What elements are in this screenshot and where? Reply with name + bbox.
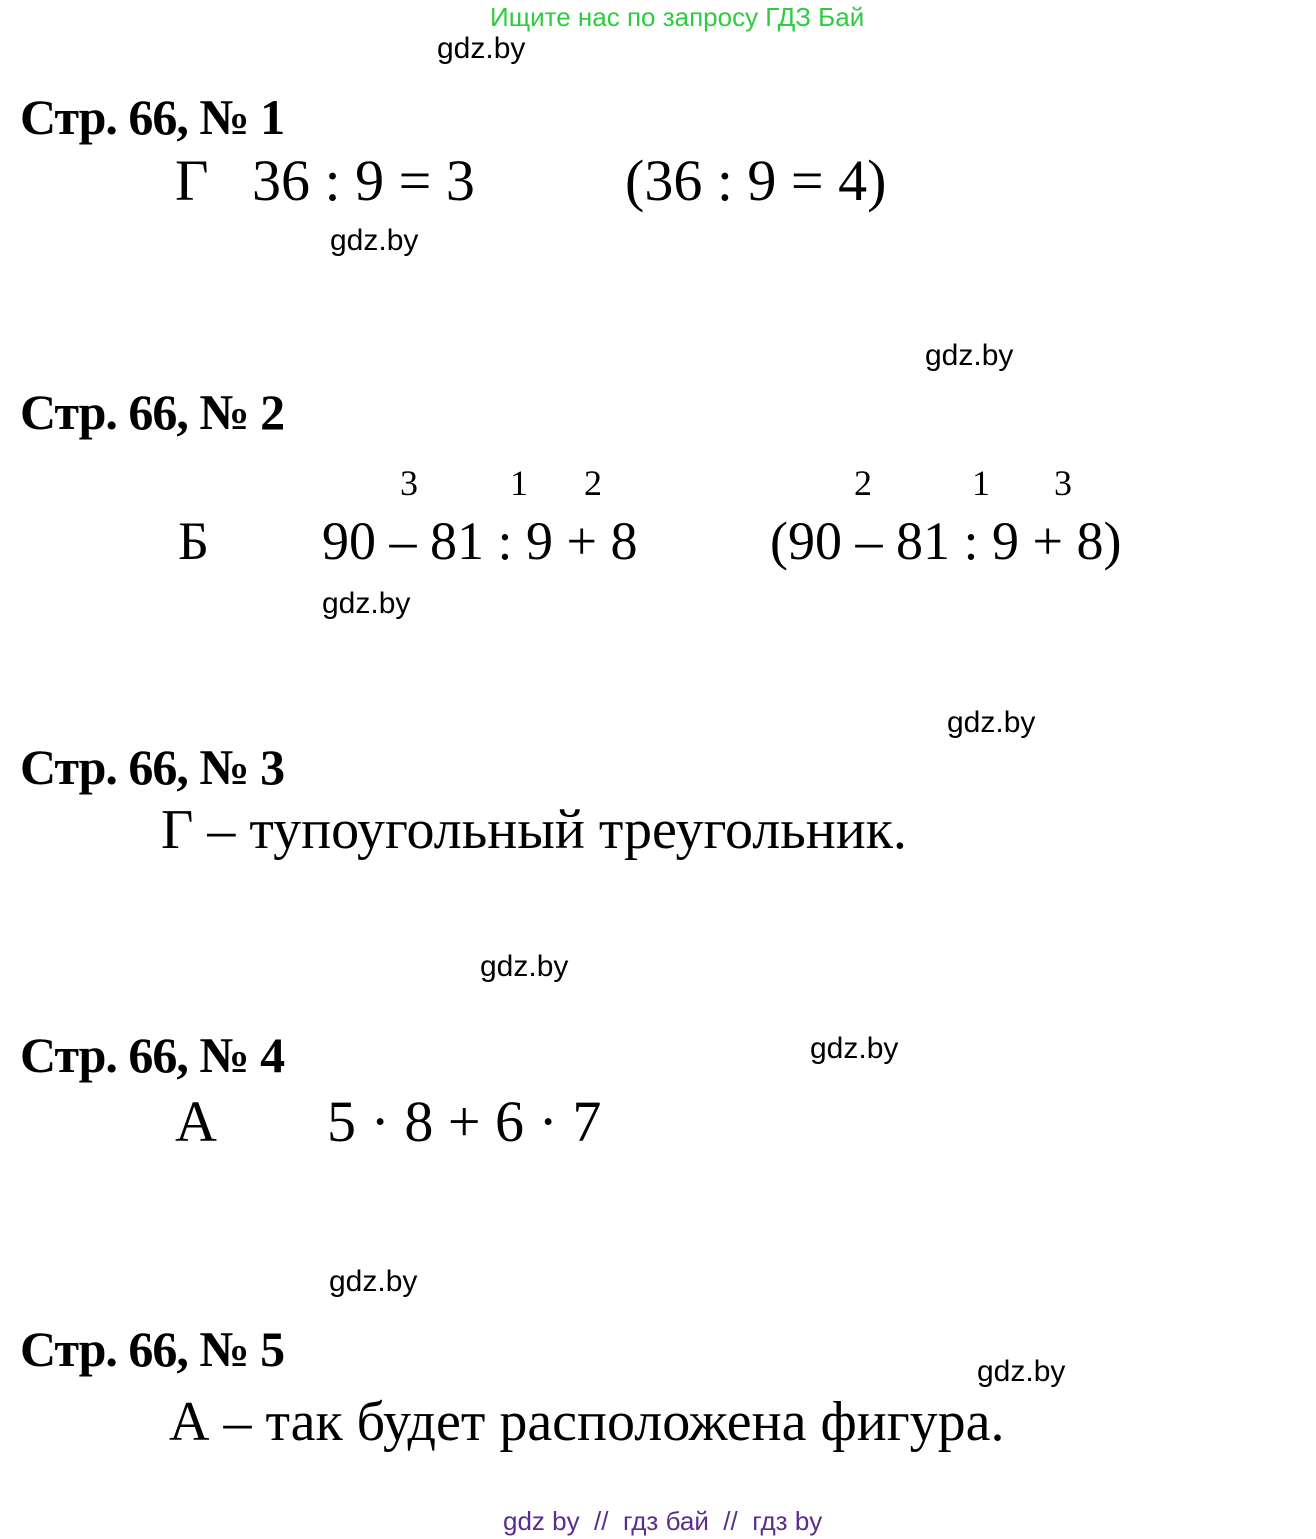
task2-order-left-2: 1: [510, 463, 528, 503]
task1-expression: 36 : 9 = 3: [252, 148, 475, 213]
task4-heading: Стр. 66, № 4: [20, 1027, 285, 1083]
task1-correction: (36 : 9 = 4): [625, 148, 887, 213]
watermark-gdzby: gdz.by: [322, 587, 411, 620]
task4-expression: 5 · 8 + 6 · 7: [327, 1089, 602, 1154]
task3-answer-text: Г – тупоугольный треугольник.: [161, 799, 907, 861]
task4-answer-letter: А: [175, 1089, 217, 1154]
task2-expression: 90 – 81 : 9 + 8: [322, 511, 638, 571]
task2-answer-letter: Б: [178, 511, 210, 571]
watermark-gdzby: gdz.by: [329, 1265, 418, 1298]
task2-correction: (90 – 81 : 9 + 8): [770, 511, 1122, 571]
watermark-gdzby: gdz.by: [480, 950, 569, 983]
task2-order-left-1: 3: [400, 463, 418, 503]
watermark-gdzby: gdz.by: [437, 32, 526, 65]
task2-order-left-3: 2: [584, 463, 602, 503]
task2-order-right-3: 3: [1054, 463, 1072, 503]
watermark-gdzby: gdz.by: [330, 224, 419, 257]
watermark-gdzby: gdz.by: [977, 1355, 1066, 1388]
task5-answer-text: А – так будет расположена фигура.: [169, 1391, 1005, 1453]
footer-site-links: gdz by // гдз бай // гдз by: [503, 1506, 823, 1536]
watermark-gdzby: gdz.by: [947, 706, 1036, 739]
task2-order-right-1: 2: [854, 463, 872, 503]
task2-heading: Стр. 66, № 2: [20, 384, 285, 440]
promo-banner: Ищите нас по запросу ГДЗ Бай: [490, 2, 865, 32]
watermark-gdzby: gdz.by: [810, 1032, 899, 1065]
task1-answer-letter: Г: [175, 148, 209, 213]
task1-heading: Стр. 66, № 1: [20, 89, 285, 145]
task5-heading: Стр. 66, № 5: [20, 1321, 285, 1377]
watermark-gdzby: gdz.by: [925, 339, 1014, 372]
task2-order-right-2: 1: [972, 463, 990, 503]
task3-heading: Стр. 66, № 3: [20, 739, 285, 795]
